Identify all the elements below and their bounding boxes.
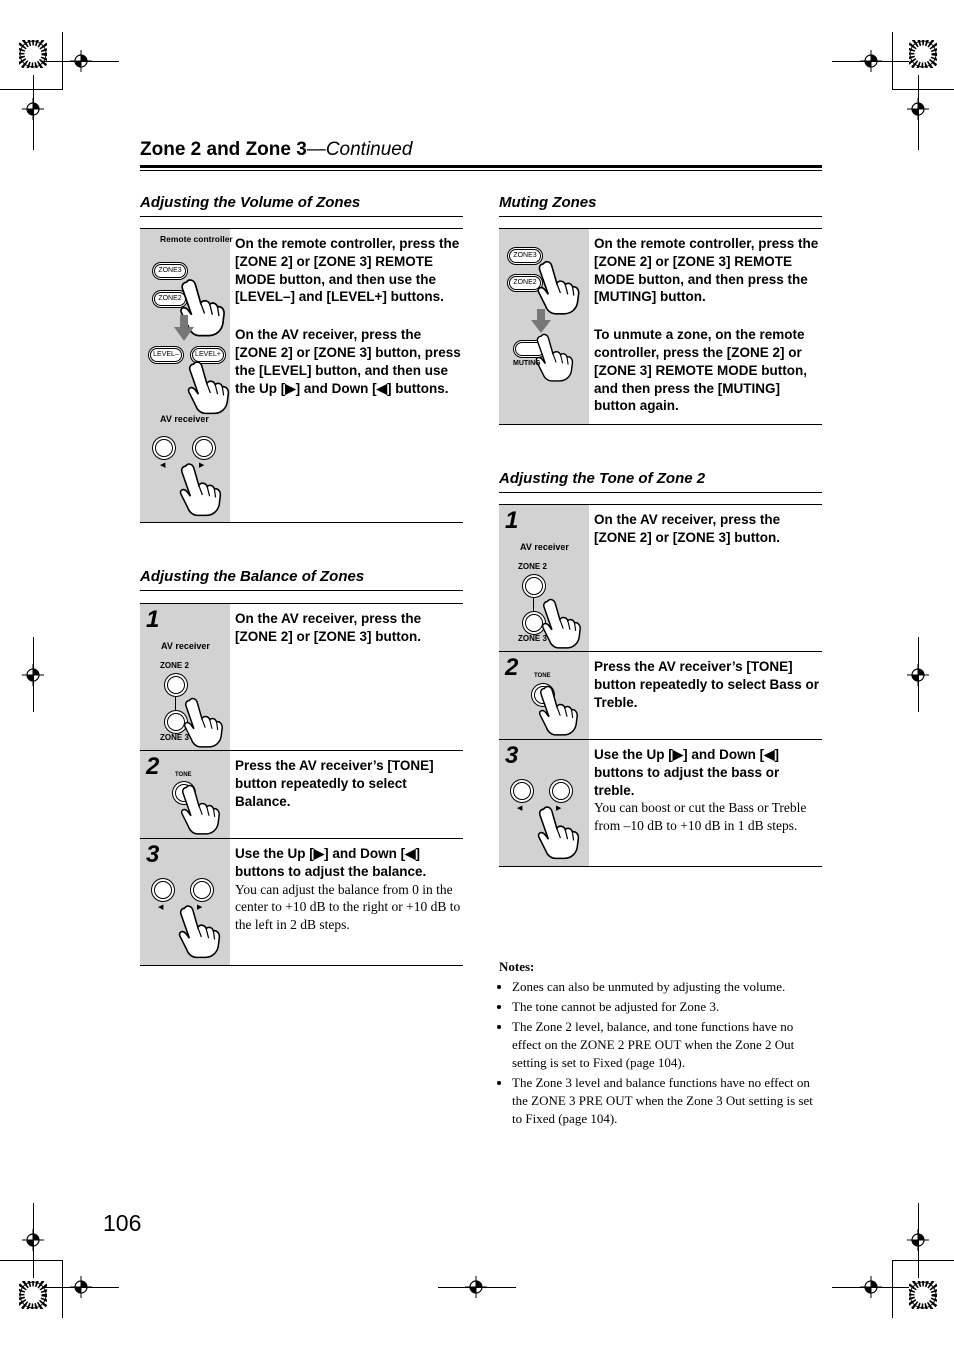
tone-step-1 bbox=[499, 504, 822, 652]
step-number: 3 bbox=[146, 841, 160, 868]
step-note: You can boost or cut the Bass or Treble from –10 dB to +10 dB in 1 dB steps. bbox=[594, 800, 807, 834]
tone-step-2 bbox=[499, 651, 822, 740]
tone-label: TONE bbox=[534, 673, 551, 679]
color-wheel-icon bbox=[19, 40, 47, 68]
notes bbox=[499, 958, 824, 1130]
registration-mark-icon bbox=[907, 98, 929, 120]
step-number: 2 bbox=[505, 654, 519, 681]
section-rule bbox=[499, 216, 822, 217]
muting-text-2: To unmute a zone, on the remote controller, press the [ZONE 2] or [ZONE 3] REMOTE MODE button, and then press the [MUTING] button again. bbox=[594, 327, 807, 414]
zone3-label: ZONE 3 bbox=[160, 733, 189, 742]
registration-mark-icon bbox=[907, 664, 929, 686]
muting-label: MUTING bbox=[513, 360, 541, 367]
down-button bbox=[155, 439, 173, 457]
note-item: • The tone cannot be adjusted for Zone 3. bbox=[512, 998, 824, 1016]
arrow-down-icon bbox=[174, 315, 194, 341]
page-header bbox=[140, 139, 412, 161]
right-arrow-icon: ▶ bbox=[197, 904, 203, 911]
arrow-down-icon bbox=[531, 309, 551, 333]
section-title-volume: Adjusting the Volume of Zones bbox=[140, 194, 361, 211]
zone2-remote-button: ZONE2 bbox=[154, 292, 186, 306]
step-number: 1 bbox=[505, 507, 519, 534]
hand-pointer-icon bbox=[176, 461, 224, 517]
up-button bbox=[193, 881, 211, 899]
up-button bbox=[552, 782, 570, 800]
step-text: Press the AV receiver’s [TONE] button repeatedly to select Bass or Treble. bbox=[594, 659, 820, 710]
step-text: Use the Up [▶] and Down [◀] buttons to adjust the bass or treble. bbox=[594, 747, 780, 798]
step-number: 1 bbox=[146, 606, 160, 633]
color-wheel-icon bbox=[19, 1281, 47, 1309]
header-rule bbox=[140, 165, 822, 168]
hand-pointer-icon bbox=[534, 804, 582, 860]
balance-step-2 bbox=[140, 750, 463, 839]
right-arrow-icon: ▶ bbox=[556, 805, 562, 812]
registration-mark-icon bbox=[70, 50, 92, 72]
zone2-remote-button: ZONE2 bbox=[509, 276, 541, 290]
tone-label: TONE bbox=[175, 772, 192, 778]
zone2-button bbox=[167, 676, 185, 694]
color-wheel-icon bbox=[909, 1281, 937, 1309]
volume-text-1: On the remote controller, press the [ZONE 2] or [ZONE 3] REMOTE MODE button, and then use the [LEVEL–] and [LEVEL+] buttons. bbox=[235, 236, 460, 305]
registration-mark-icon bbox=[465, 1276, 487, 1298]
balance-step-3 bbox=[140, 838, 463, 966]
down-button bbox=[513, 782, 531, 800]
step-text: Press the AV receiver’s [TONE] button repeatedly to select Balance. bbox=[235, 758, 434, 809]
registration-mark-icon bbox=[70, 1276, 92, 1298]
av-receiver-label: AV receiver bbox=[160, 414, 209, 424]
registration-mark-icon bbox=[860, 1276, 882, 1298]
balance-step-1 bbox=[140, 603, 463, 751]
zone3-label: ZONE 3 bbox=[518, 634, 547, 643]
note-item: • The Zone 2 level, balance, and tone functions have no effect on the ZONE 2 PRE OUT when the Zone 2 Out setting is set to Fixed (page 104). bbox=[512, 1018, 824, 1072]
left-arrow-icon: ◀ bbox=[160, 462, 166, 469]
header-title: Zone 2 and Zone 3 bbox=[140, 139, 307, 160]
step-note: You can adjust the balance from 0 in the center to +10 dB to the right or +10 dB to the left in 2 dB steps. bbox=[235, 881, 461, 933]
step-number: 3 bbox=[505, 742, 519, 769]
registration-mark-icon bbox=[860, 50, 882, 72]
volume-box bbox=[140, 228, 463, 523]
zone3-remote-button: ZONE3 bbox=[154, 264, 186, 278]
section-title-muting: Muting Zones bbox=[499, 194, 597, 211]
volume-instructions bbox=[235, 235, 463, 397]
registration-mark-icon bbox=[22, 1229, 44, 1251]
illustration-panel bbox=[140, 229, 233, 522]
hand-pointer-icon bbox=[533, 259, 583, 315]
section-title-balance: Adjusting the Balance of Zones bbox=[140, 568, 365, 585]
notes-list bbox=[499, 978, 824, 1128]
registration-mark-icon bbox=[22, 664, 44, 686]
section-rule bbox=[140, 216, 463, 217]
level-plus-button: LEVEL+ bbox=[192, 348, 224, 362]
zone2-button bbox=[525, 577, 543, 595]
volume-text-2: On the AV receiver, press the [ZONE 2] or [ZONE 3] button, press the [LEVEL] button, and then use the Up [▶] and Down [◀] buttons. bbox=[235, 327, 461, 396]
step-text: On the AV receiver, press the [ZONE 2] or [ZONE 3] button. bbox=[594, 512, 781, 545]
section-title-tone: Adjusting the Tone of Zone 2 bbox=[499, 470, 706, 487]
muting-text-1: On the remote controller, press the [ZONE 2] or [ZONE 3] REMOTE MODE button, and then press the [MUTING] button. bbox=[594, 236, 819, 305]
hand-pointer-icon bbox=[534, 684, 582, 736]
header-rule-thin bbox=[140, 170, 822, 171]
av-receiver-label: AV receiver bbox=[161, 641, 210, 651]
zone2-label: ZONE 2 bbox=[518, 562, 547, 571]
up-button bbox=[195, 439, 213, 457]
hand-pointer-icon bbox=[176, 783, 224, 835]
remote-controller-label: Remote controller bbox=[160, 234, 233, 244]
notes-heading: Notes: bbox=[499, 959, 535, 974]
hand-pointer-icon bbox=[184, 359, 232, 415]
step-text: Use the Up [▶] and Down [◀] buttons to adjust the balance. bbox=[235, 846, 427, 879]
left-arrow-icon: ◀ bbox=[158, 904, 164, 911]
registration-mark-icon bbox=[907, 1229, 929, 1251]
section-rule bbox=[140, 590, 463, 591]
section-rule bbox=[499, 492, 822, 493]
zone2-label: ZONE 2 bbox=[160, 661, 189, 670]
hand-pointer-icon bbox=[175, 903, 223, 959]
registration-mark-icon bbox=[22, 98, 44, 120]
zone3-remote-button: ZONE3 bbox=[509, 249, 541, 263]
tone-step-3 bbox=[499, 739, 822, 867]
color-wheel-icon bbox=[909, 40, 937, 68]
av-receiver-label: AV receiver bbox=[520, 542, 569, 552]
level-minus-button: LEVEL– bbox=[150, 348, 182, 362]
right-arrow-icon: ▶ bbox=[199, 462, 205, 469]
note-item: • The Zone 3 level and balance functions have no effect on the ZONE 3 PRE OUT when the Zone 3 Out setting is set to Fixed (page 104). bbox=[512, 1074, 824, 1128]
header-continued: —Continued bbox=[306, 139, 413, 160]
down-button bbox=[154, 881, 172, 899]
hand-pointer-icon bbox=[527, 332, 581, 382]
step-number: 2 bbox=[146, 753, 160, 780]
note-item: • Zones can also be unmuted by adjusting the volume. bbox=[512, 978, 824, 996]
left-arrow-icon: ◀ bbox=[517, 805, 523, 812]
step-text: On the AV receiver, press the [ZONE 2] or [ZONE 3] button. bbox=[235, 611, 422, 644]
muting-box bbox=[499, 228, 822, 425]
page-number: 106 bbox=[103, 1210, 142, 1236]
